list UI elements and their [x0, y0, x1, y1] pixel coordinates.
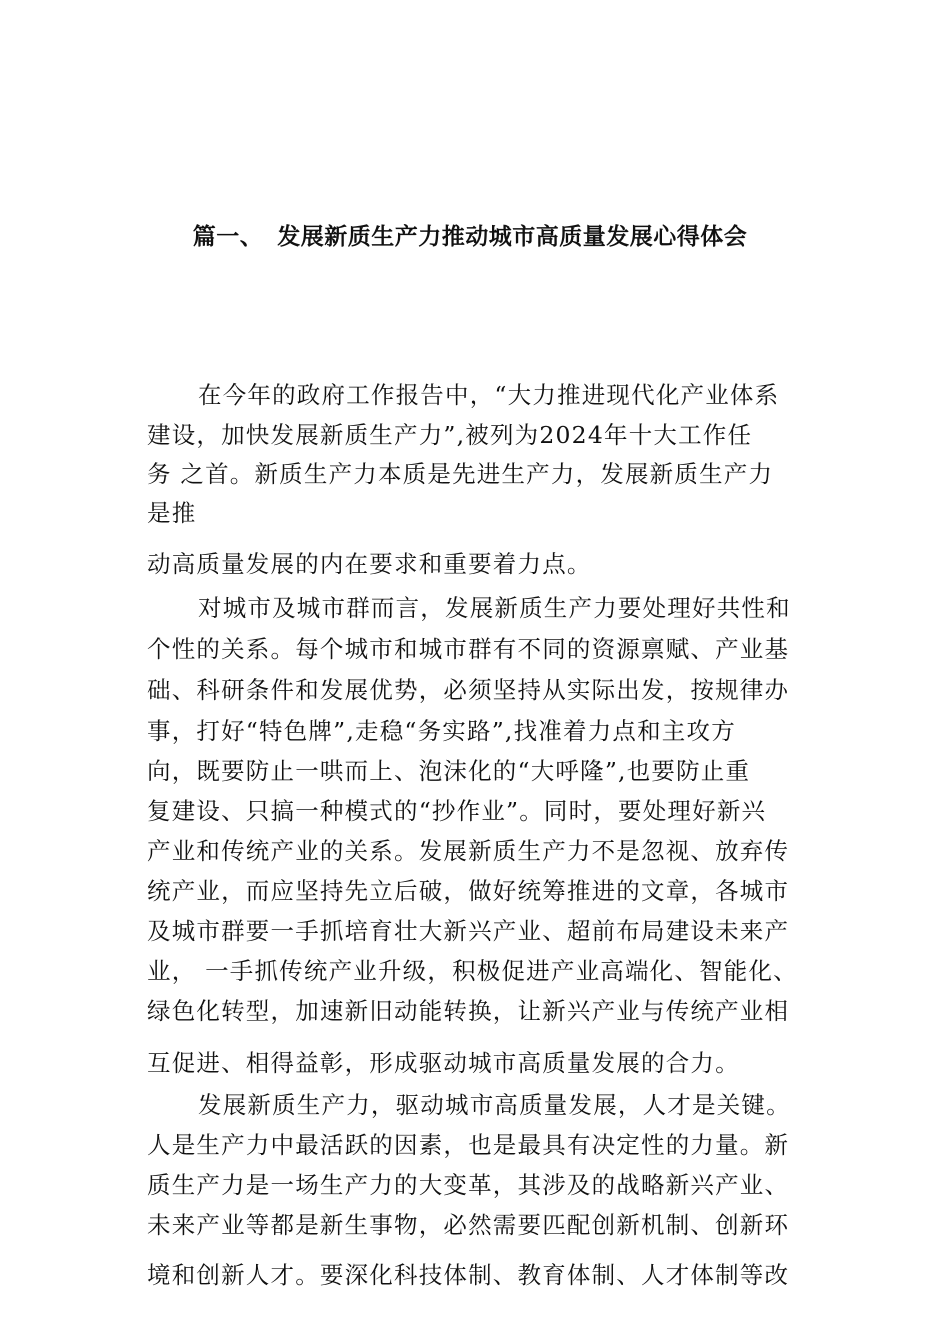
paragraph-line: 是推 [147, 499, 197, 527]
paragraph-line: 互促进、相得益彰，形成驱动城市高质量发展的合力。 [147, 1049, 740, 1077]
paragraph-line: 复建设、只搞一种模式的“抄作业”。同时，要处理好新兴 [147, 797, 767, 825]
paragraph-line: 务 之首。新质生产力本质是先进生产力，发展新质生产力 [147, 460, 774, 488]
paragraph-line: 人是生产力中最活跃的因素，也是最具有决定性的力量。新 [147, 1131, 790, 1159]
paragraph-line: 向，既要防止一哄而上、泡沫化的“大呼隆”,也要防止重 [147, 757, 751, 785]
paragraph-line: 统产业，而应坚持先立后破，做好统筹推进的文章，各城市 [147, 877, 790, 905]
paragraph-line: 及城市群要一手抓培育壮大新兴产业、超前布局建设未来产 [147, 917, 790, 945]
title-number: 篇一、 [192, 224, 264, 250]
paragraph-line: 个性的关系。每个城市和城市群有不同的资源禀赋、产业基 [147, 635, 790, 663]
title-text: 发展新质生产力推动城市高质量发展心得体会 [277, 224, 748, 250]
paragraph-line: 质生产力是一场生产力的大变革，其涉及的战略新兴产业、 [147, 1171, 790, 1199]
paragraph-line: 绿色化转型，加速新旧动能转换，让新兴产业与传统产业相 [147, 997, 790, 1025]
paragraph-line: 动高质量发展的内在要求和重要着力点。 [147, 550, 592, 578]
paragraph-line: 产业和传统产业的关系。发展新质生产力不是忽视、放弃传 [147, 837, 790, 865]
page-title [0, 218, 940, 251]
paragraph-line: 未来产业等都是新生事物，必然需要匹配创新机制、创新环 [147, 1211, 790, 1239]
paragraph-line: 础、科研条件和发展优势，必须坚持从实际出发，按规律办 [147, 676, 790, 704]
paragraph-line: 事，打好“特色牌”,走稳“务实路”,找准着力点和主攻方 [147, 717, 736, 745]
paragraph-line: 在今年的政府工作报告中，“大力推进现代化产业体系 [198, 381, 780, 409]
paragraph-line: 业， 一手抓传统产业升级，积极促进产业高端化、智能化、 [147, 957, 798, 985]
paragraph-line: 境和创新人才。要深化科技体制、教育体制、人才体制等改 [147, 1261, 790, 1289]
paragraph-line: 建设，加快发展新质生产力”,被列为2024年十大工作任 [147, 421, 753, 449]
paragraph-line: 对城市及城市群而言，发展新质生产力要处理好共性和 [198, 594, 791, 622]
paragraph-line: 发展新质生产力，驱动城市高质量发展，人才是关键。 [198, 1091, 791, 1119]
